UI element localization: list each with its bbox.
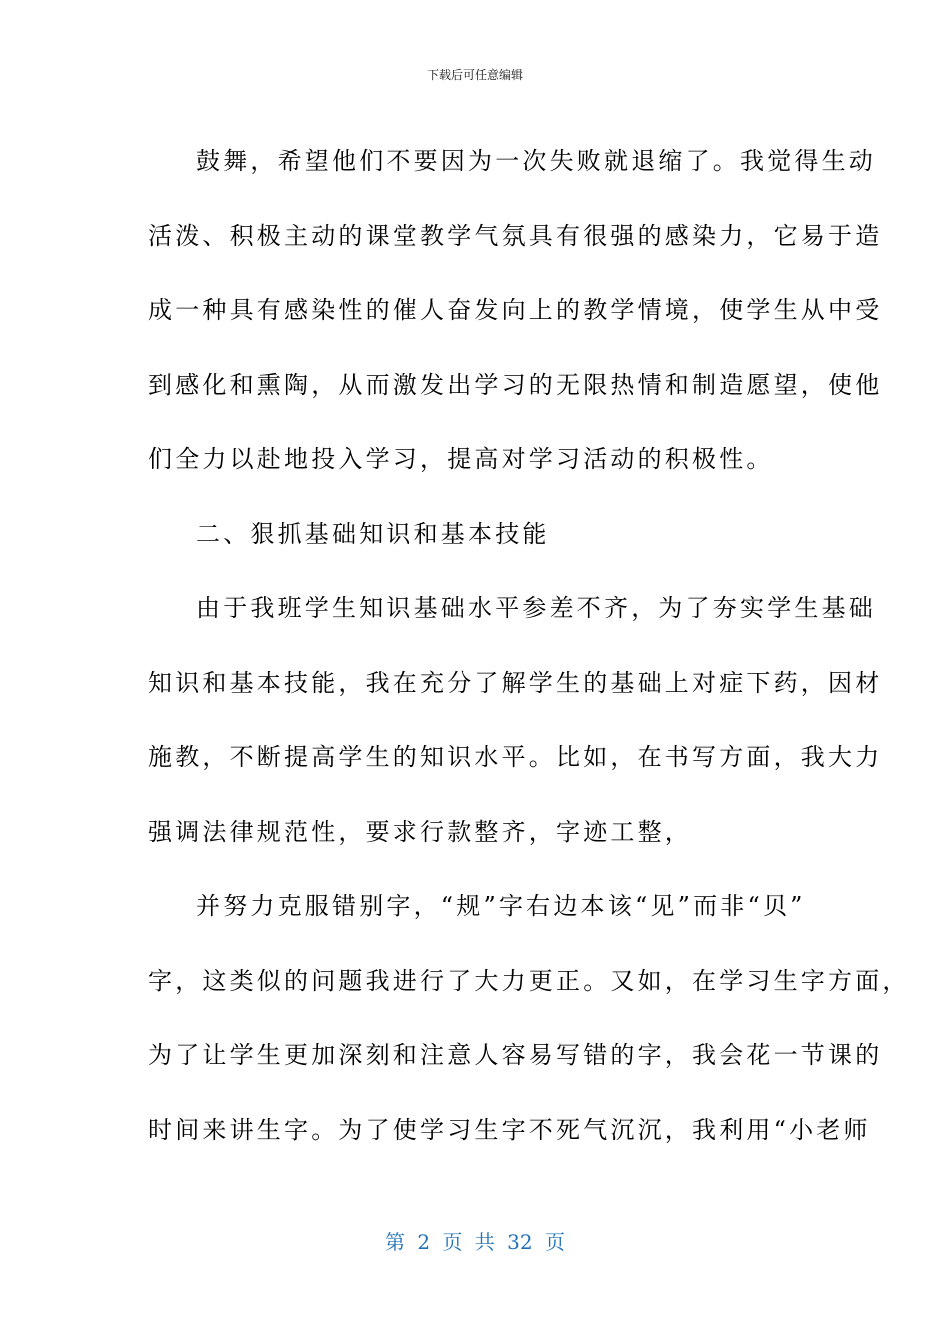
text-line: 由于我班学生知识基础水平参差不齐，为了夯实学生基础	[196, 594, 876, 622]
text-line: 强调法律规范性，要求行款整齐，字迹工整，	[148, 817, 692, 846]
text-line: 为了让学生更加深刻和注意人容易写错的字，我会花一节课的	[148, 1041, 883, 1069]
text-line: 并努力克服错别字，“规”字右边本该“见”而非“贝”	[196, 892, 806, 920]
paragraph-2	[148, 571, 883, 869]
text-line: 成一种具有感染性的催人奋发向上的教学情境，使学生从中受	[148, 296, 883, 324]
page-header-note: 下载后可任意编辑	[426, 68, 523, 82]
section-heading	[148, 497, 798, 572]
document-body	[148, 124, 910, 1167]
text-line: 活泼、积极主动的课堂教学气氛具有很强的感染力，它易于造	[148, 221, 883, 250]
text-line: 们全力以赴地投入学习，提高对学习活动的积极性。	[148, 445, 774, 473]
text-line: 施教，不断提高学生的知识水平。比如，在书写方面，我大力	[148, 743, 883, 771]
text-line: 知识和基本技能，我在充分了解学生的基础上对症下药，因材	[148, 668, 883, 697]
text-line: 到感化和熏陶，从而激发出学习的无限热情和制造愿望，使他	[148, 370, 883, 399]
page-number-footer: 第 2 页 共 32 页	[385, 1230, 565, 1254]
text-line: 鼓舞，希望他们不要因为一次失败就退缩了。我觉得生动	[196, 147, 876, 175]
section-heading-text: 二、狠抓基础知识和基本技能	[196, 519, 550, 548]
paragraph-3	[148, 869, 910, 1167]
paragraph-1	[148, 124, 883, 497]
text-line: 字，这类似的问题我进行了大力更正。又如，在学习生字方面，	[148, 966, 910, 995]
text-line: 时间来讲生字。为了使学习生字不死气沉沉，我利用“小老师	[148, 1115, 871, 1144]
